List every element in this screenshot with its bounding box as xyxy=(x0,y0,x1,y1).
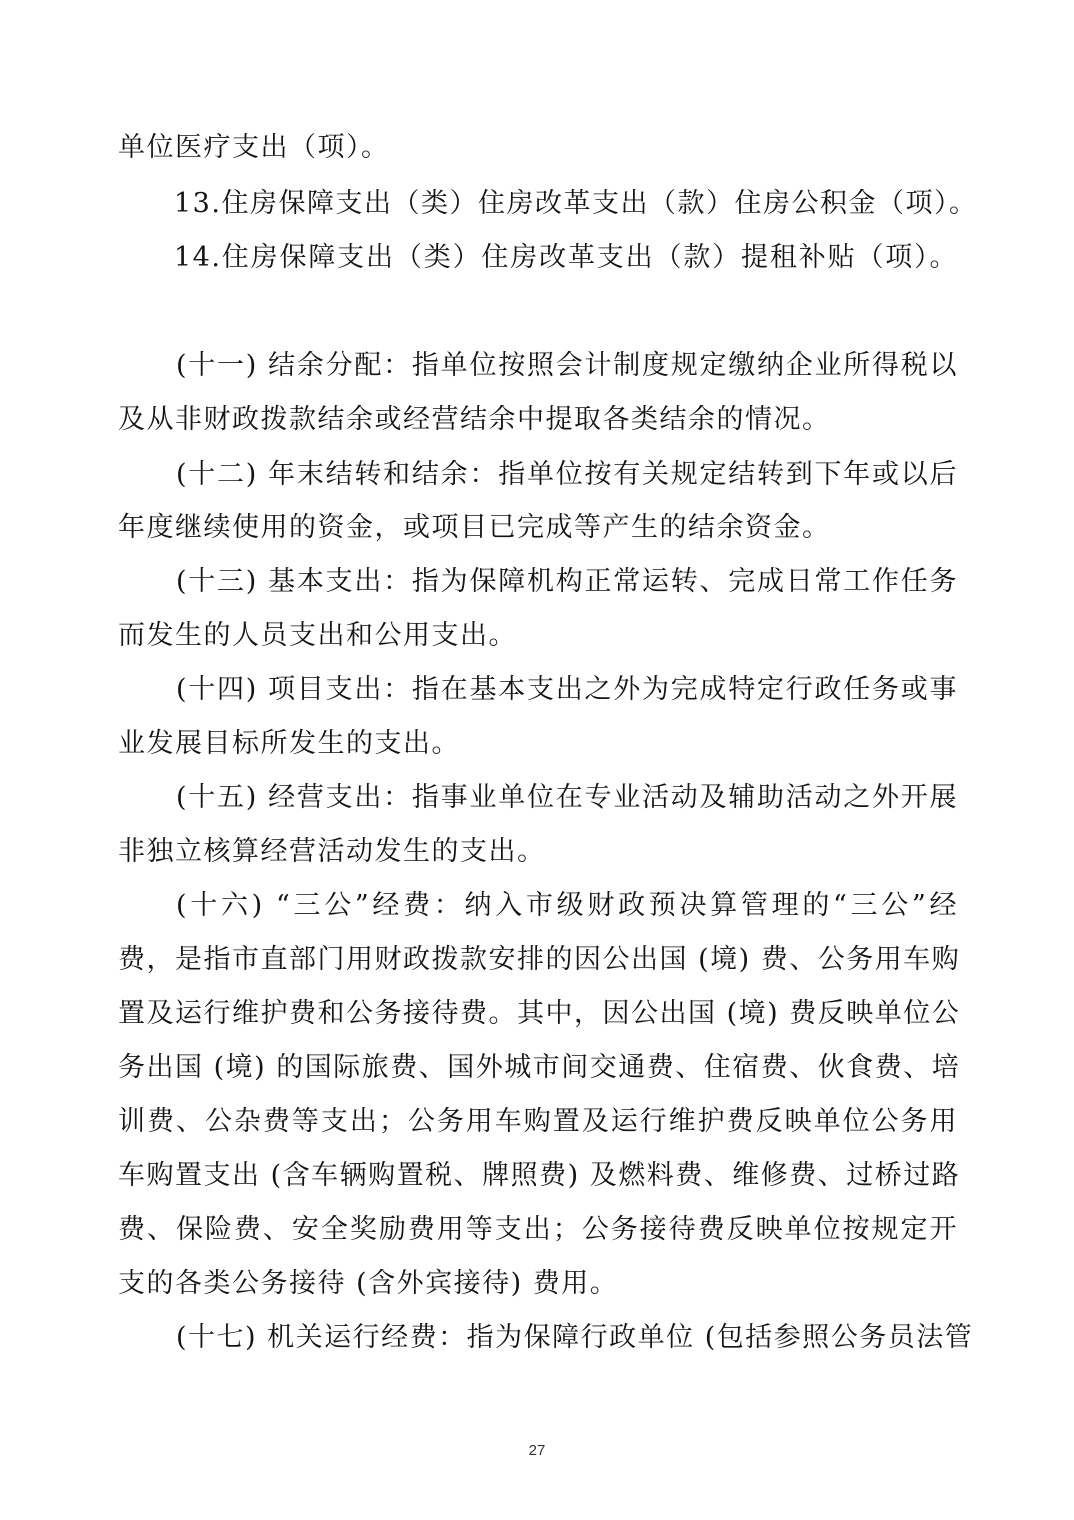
text-line-17: 务出国 (境) 的国际旅费、国外城市间交通费、住宿费、伙食费、培 xyxy=(118,1052,961,1083)
text-line-20: 费、保险费、安全奖励费用等支出；公务接待费反映单位按规定开 xyxy=(118,1214,958,1245)
text-line-10: (十四) 项目支出：指在基本支出之外为完成特定行政任务或事 xyxy=(176,674,958,705)
text-line-14: (十六) “三公”经费：纳入市级财政预决算管理的“三公”经 xyxy=(176,890,958,921)
text-line-12: (十五) 经营支出：指事业单位在专业活动及辅助活动之外开展 xyxy=(176,782,958,813)
text-line-11: 业发展目标所发生的支出。 xyxy=(118,728,460,759)
text-line-13: 非独立核算经营活动发生的支出。 xyxy=(118,836,546,867)
text-line-15: 费，是指市直部门用财政拨款安排的因公出国 (境) 费、公务用车购 xyxy=(118,944,961,975)
text-line-19: 车购置支出 (含车辆购置税、牌照费) 及燃料费、维修费、过桥过路 xyxy=(118,1160,961,1191)
text-line-16: 置及运行维护费和公务接待费。其中，因公出国 (境) 费反映单位公 xyxy=(118,998,961,1029)
text-line-22: (十七) 机关运行经费：指为保障行政单位 (包括参照公务员法管 xyxy=(176,1322,974,1353)
page-number: 27 xyxy=(528,1442,546,1459)
text-line-1: 单位医疗支出（项）。 xyxy=(118,132,390,163)
text-line-21: 支的各类公务接待 (含外宾接待) 费用。 xyxy=(118,1268,619,1299)
text-line-9: 而发生的人员支出和公用支出。 xyxy=(118,620,517,651)
text-line-18: 训费、公杂费等支出；公务用车购置及运行维护费反映单位公务用 xyxy=(118,1106,958,1137)
text-line-2: 13.住房保障支出（类）住房改革支出（款）住房公积金（项）。 xyxy=(174,188,978,219)
text-line-8: (十三) 基本支出：指为保障机构正常运转、完成日常工作任务 xyxy=(176,566,958,597)
text-line-6: (十二) 年末结转和结余：指单位按有关规定结转到下年或以后 xyxy=(176,459,958,490)
text-line-3: 14.住房保障支出（类）住房改革支出（款）提租补贴（项）。 xyxy=(174,242,958,273)
text-line-5: 及从非财政拨款结余或经营结余中提取各类结余的情况。 xyxy=(118,404,831,435)
text-line-4: (十一) 结余分配：指单位按照会计制度规定缴纳企业所得税以 xyxy=(176,350,958,381)
text-line-7: 年度继续使用的资金，或项目已完成等产生的结余资金。 xyxy=(118,512,831,543)
